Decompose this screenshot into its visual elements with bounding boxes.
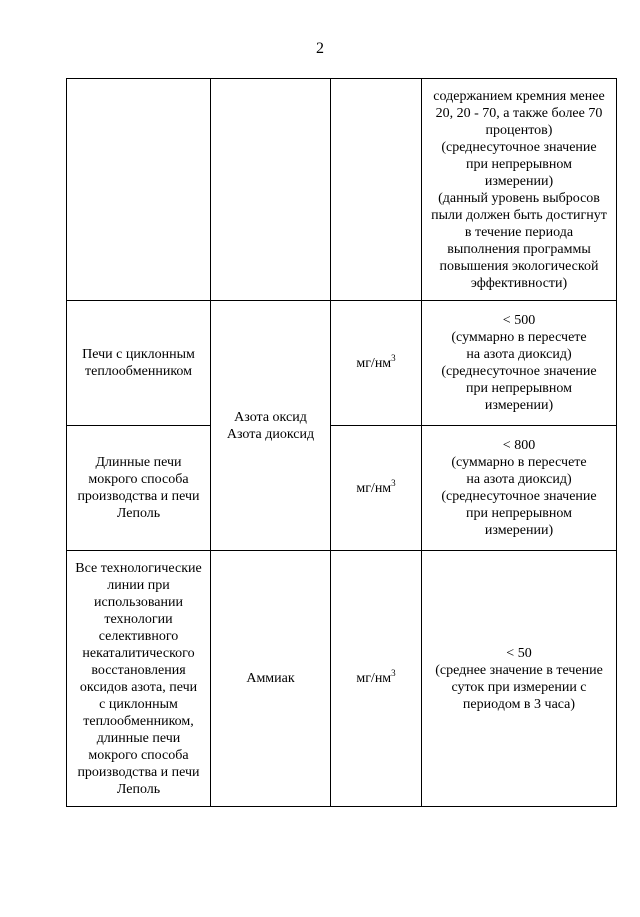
unit-cell bbox=[331, 301, 422, 426]
table-row bbox=[67, 301, 617, 426]
substance-cell: Аммиак bbox=[211, 551, 331, 807]
process-cell: Печи с циклонным теплообменником bbox=[67, 301, 211, 426]
unit-superscript: 3 bbox=[391, 477, 396, 488]
table-row bbox=[67, 79, 617, 301]
value-cell: < 500 (суммарно в пересчете на азота диоксид) (среднесуточное значение при непрерывном измерении) bbox=[422, 301, 617, 426]
value-cell: < 50 (среднее значение в течение суток при измерении с периодом в 3 часа) bbox=[422, 551, 617, 807]
value-cell: < 800 (суммарно в пересчете на азота диоксид) (среднесуточное значение при непрерывном измерении) bbox=[422, 426, 617, 551]
unit-text: мг/нм bbox=[356, 671, 392, 686]
process-cell bbox=[67, 79, 211, 301]
table-row bbox=[67, 426, 617, 551]
table-row bbox=[67, 551, 617, 807]
process-cell: Длинные печи мокрого способа производства и печи Леполь bbox=[67, 426, 211, 551]
unit-cell bbox=[331, 551, 422, 807]
emissions-table bbox=[66, 78, 617, 807]
page-number: 2 bbox=[316, 40, 324, 57]
unit-superscript: 3 bbox=[391, 352, 396, 363]
process-cell: Все технологические линии при использовании технологии селективного некаталитического восстановления оксидов азота, печи с циклонным теплообменником, длинные печи мокрого способа производства и печи Леполь bbox=[67, 551, 211, 807]
substance-cell-merged: Азота оксид Азота диоксид bbox=[211, 301, 331, 551]
unit-cell bbox=[331, 426, 422, 551]
substance-cell bbox=[211, 79, 331, 301]
unit-cell bbox=[331, 79, 422, 301]
unit-superscript: 3 bbox=[391, 668, 396, 678]
unit-text: мг/нм bbox=[356, 355, 392, 371]
unit-text: мг/нм bbox=[356, 480, 392, 496]
value-cell: содержанием кремния менее 20, 20 - 70, а также более 70 процентов) (среднесуточное значение при непрерывном измерении) (данный уровень выбросов пыли должен быть достигнут в течение периода выполнения программы повышения экологической эффективности) bbox=[422, 79, 617, 301]
